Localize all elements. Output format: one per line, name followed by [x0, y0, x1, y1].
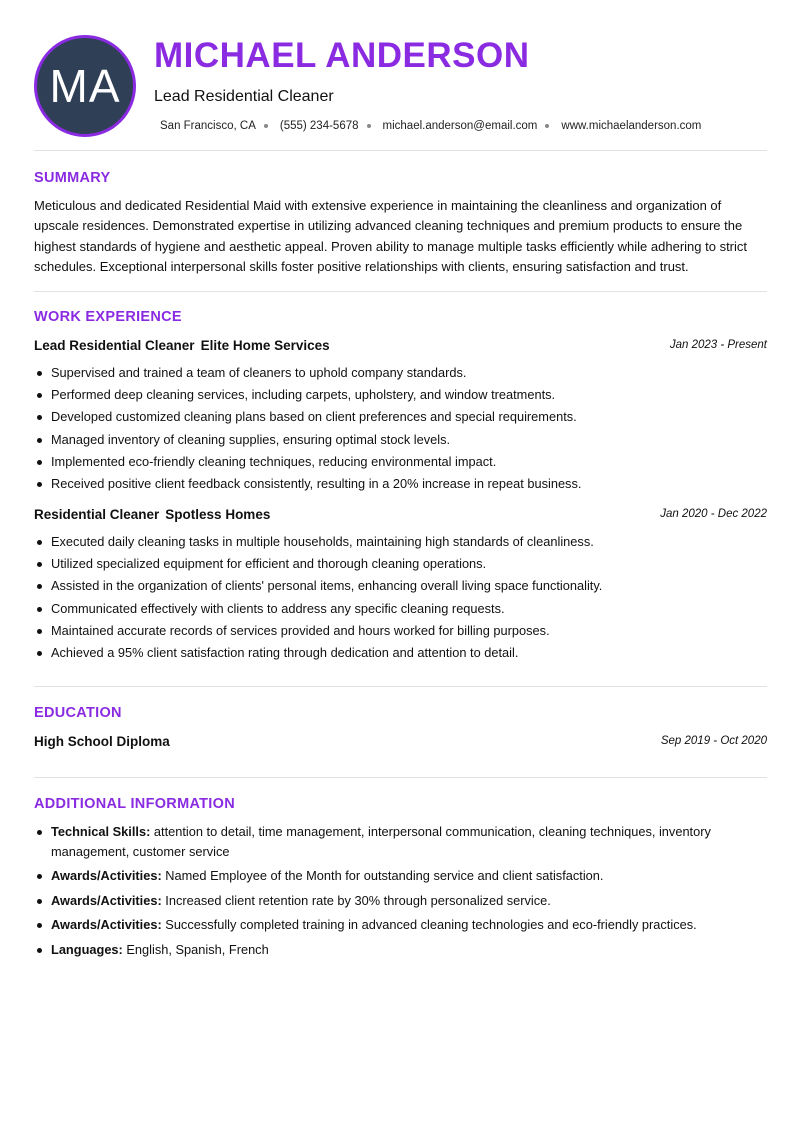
list-item: Implemented eco-friendly cleaning techniques, reducing environmental impact. [34, 451, 767, 473]
separator-dot [545, 124, 549, 128]
job-entry [34, 506, 767, 664]
job-dates: Jan 2020 - Dec 2022 [660, 508, 767, 520]
contact-bar [160, 120, 701, 132]
list-item: Received positive client feedback consistently, resulting in a 20% increase in repeat business. [34, 473, 767, 495]
divider [34, 686, 767, 687]
candidate-title: Lead Residential Cleaner [154, 88, 334, 105]
list-item [34, 940, 767, 960]
item-label: Languages: [51, 941, 123, 957]
list-item: Utilized specialized equipment for efficient and thorough cleaning operations. [34, 553, 767, 575]
list-item: Achieved a 95% client satisfaction rating through dedication and attention to detail. [34, 642, 767, 664]
education-entry [34, 733, 767, 753]
job-role-text: Residential Cleaner [34, 507, 160, 522]
job-entry [34, 337, 767, 495]
summary-text: Meticulous and dedicated Residential Maid with extensive experience in maintaining the cleanliness and organization of upscale residences. Demonstrated expertise in utilizing advanced cleaning techniques and premium products to ensure the highest standards of hygiene and aesthetic appeal. Proven ability to manage multiple tasks efficiently while adhering to strict schedules. Exceptional interpersonal skills foster positive relationships with clients, ensuring satisfaction and trust. [34, 198, 748, 274]
divider [34, 291, 767, 292]
avatar-initials: MA [49, 60, 121, 112]
list-item: Supervised and trained a team of cleaners to uphold company standards. [34, 362, 767, 384]
candidate-name: MICHAEL ANDERSON [154, 36, 530, 75]
contact-phone: (555) 234-5678 [279, 120, 359, 132]
item-text: attention to detail, time management, interpersonal communication, cleaning techniques, inventory management, customer service [51, 824, 711, 859]
separator-dot [367, 124, 371, 128]
list-item: Assisted in the organization of clients' personal items, enhancing overall living space functionality. [34, 575, 767, 597]
list-item: Executed daily cleaning tasks in multiple households, maintaining high standards of cleanliness. [34, 531, 767, 553]
avatar [34, 35, 136, 137]
divider [34, 150, 767, 151]
summary-heading: SUMMARY [34, 170, 111, 186]
list-item [34, 822, 767, 861]
list-item: Maintained accurate records of services provided and hours worked for billing purposes. [34, 620, 767, 642]
item-label: Awards/Activities: [51, 917, 162, 932]
list-item [34, 915, 767, 935]
list-item [34, 866, 767, 886]
list-item: Developed customized cleaning plans based on client preferences and special requirements. [34, 406, 767, 428]
list-item: Communicated effectively with clients to address any specific cleaning requests. [34, 598, 767, 620]
item-text: Named Employee of the Month for outstanding service and client satisfaction. [165, 868, 604, 883]
job-role-text: Lead Residential Cleaner [34, 338, 195, 353]
experience-heading: WORK EXPERIENCE [34, 309, 182, 325]
additional-list [34, 822, 767, 964]
language: , French [222, 942, 269, 957]
item-label: Awards/Activities: [51, 868, 162, 883]
item-label: Awards/Activities: [51, 892, 162, 908]
contact-website[interactable]: www.michaelanderson.com [561, 120, 702, 132]
list-item: Performed deep cleaning services, including carpets, upholstery, and window treatments. [34, 384, 767, 406]
job-bullets [34, 531, 767, 664]
job-company: Spotless Homes [165, 507, 271, 522]
job-dates: Jan 2023 - Present [669, 339, 767, 351]
job-role [34, 507, 270, 522]
education-dates: Sep 2019 - Oct 2020 [660, 735, 767, 747]
additional-heading: ADDITIONAL INFORMATION [34, 796, 235, 812]
language: English [126, 941, 169, 957]
list-item [34, 891, 767, 911]
contact-location: San Francisco, CA [160, 120, 256, 132]
job-role [34, 338, 330, 353]
job-company: Elite Home Services [200, 338, 330, 353]
item-text: Increased client retention rate by 30% through personalized service. [165, 892, 551, 908]
education-heading: EDUCATION [34, 705, 122, 721]
item-label: Technical Skills: [51, 824, 151, 839]
divider [34, 777, 767, 778]
item-text: Successfully completed training in advanced cleaning technologies and eco-friendly practices. [165, 917, 697, 932]
language: , Spanish [168, 942, 221, 957]
list-item: Managed inventory of cleaning supplies, ensuring optimal stock levels. [34, 429, 767, 451]
contact-email[interactable]: michael.anderson@email.com [382, 120, 538, 132]
education-degree: High School Diploma [34, 734, 170, 749]
job-bullets [34, 362, 767, 495]
separator-dot [264, 124, 268, 128]
